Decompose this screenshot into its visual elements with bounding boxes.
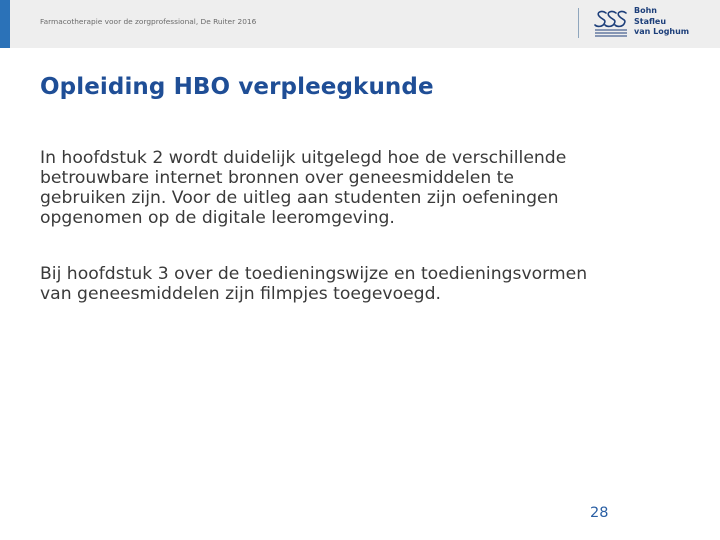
header-caption: Farmacotherapie voor de zorgprofessional, De Ruiter 2016: [40, 17, 257, 26]
sss-logo-icon: [592, 6, 630, 40]
page-number: 28: [590, 505, 609, 521]
paragraph-1-line: gebruiken zijn. Voor de uitleg aan studenten zijn oefeningen: [40, 188, 559, 208]
left-accent-bar: [0, 0, 10, 48]
paragraph-1: [40, 148, 680, 228]
slide-title: Opleiding HBO verpleegkunde: [40, 74, 434, 100]
logo-line-2: Stafleu: [634, 16, 667, 26]
paragraph-1-line: betrouwbare internet bronnen over geneesmiddelen te: [40, 168, 514, 188]
header-band: [0, 0, 720, 48]
logo-line-1: Bohn: [634, 6, 657, 15]
logo-line-3: van Loghum: [634, 27, 690, 36]
paragraph-1-line: In hoofdstuk 2 wordt duidelijk uitgelegd hoe de verschillende: [40, 148, 567, 168]
paragraph-1-line: opgenomen op de digitale leeromgeving.: [40, 208, 395, 228]
paragraph-2: [40, 264, 680, 304]
logo-wordmark: [634, 6, 689, 38]
logo-divider: [578, 8, 579, 38]
slide-body: [40, 148, 680, 304]
paragraph-2-line: Bij hoofdstuk 3 over de toedieningswijze en toedieningsvormen: [40, 264, 588, 284]
paragraph-2-line: van geneesmiddelen zijn filmpjes toegevoegd.: [40, 284, 441, 304]
